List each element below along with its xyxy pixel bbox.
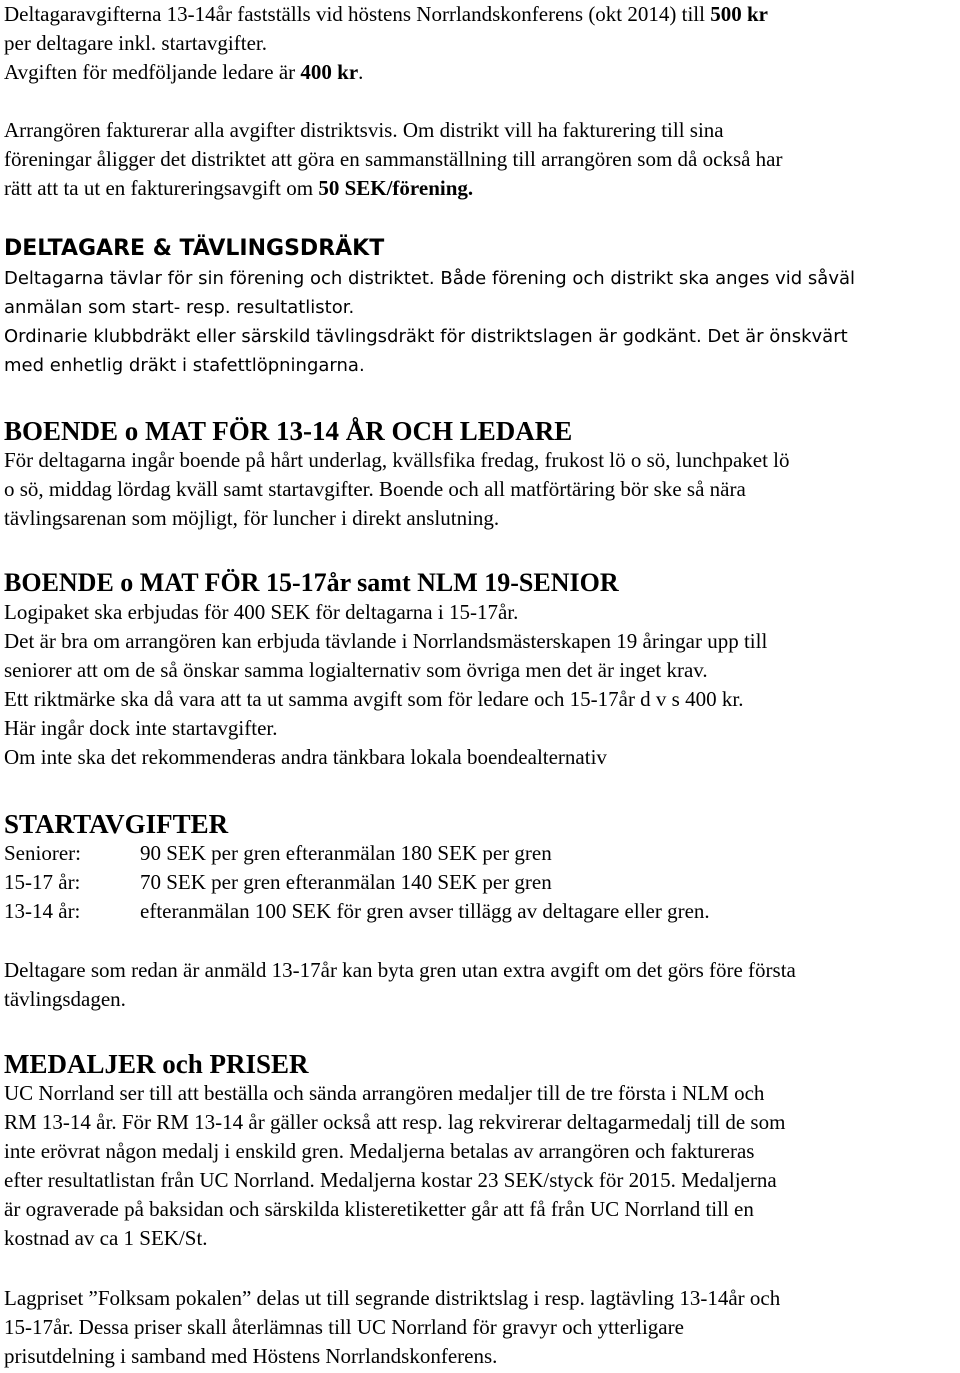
boende-1517-line-3: seniorer att om de så önskar samma logialternativ som övriga men det är inget krav. bbox=[4, 658, 708, 682]
boende-1517-line-6: Om inte ska det rekommenderas andra tänkbara lokala boendealternativ bbox=[4, 745, 607, 769]
intro-section bbox=[4, 0, 768, 87]
fee-label: Seniorer: bbox=[4, 841, 81, 865]
startavgifter-section bbox=[4, 809, 710, 926]
deltagare-line-3: Ordinarie klubbdräkt eller särskild tävlingsdräkt för distriktslagen är godkänt. Det är önskvärt bbox=[4, 326, 848, 347]
medaljer-heading: MEDALJER och PRISER bbox=[4, 1049, 309, 1079]
medaljer-line-5: är ograverade på baksidan och särskilda klisteretiketter går att få från UC Norrland till en bbox=[4, 1197, 754, 1221]
billing-section bbox=[4, 116, 783, 203]
boende-1314-line-2: o sö, middag lördag kväll samt startavgifter. Boende och all matförtäring bör ske så nära bbox=[4, 477, 746, 501]
boende-1517-line-5: Här ingår dock inte startavgifter. bbox=[4, 716, 278, 740]
fee-value: efteranmälan 100 SEK för gren avser tillägg av deltagare eller gren. bbox=[140, 899, 710, 923]
deltagare-heading: DELTAGARE & TÄVLINGSDRÄKT bbox=[4, 236, 385, 261]
startavgifter-heading: STARTAVGIFTER bbox=[4, 809, 229, 839]
boende-1517-section bbox=[4, 568, 767, 772]
billing-fee: 50 SEK/förening. bbox=[318, 176, 474, 200]
fee-value: 70 SEK per gren efteranmälan 140 SEK per gren bbox=[140, 870, 552, 894]
intro-line-3: Avgiften för medföljande ledare är 400 kr. bbox=[4, 60, 364, 84]
leader-fee: 400 kr bbox=[300, 60, 359, 84]
deltagare-line-1: Deltagarna tävlar för sin förening och distriktet. Både förening och distrikt ska anges vid såväl bbox=[4, 268, 856, 289]
medaljer-section bbox=[4, 1049, 785, 1253]
participant-fee: 500 kr bbox=[710, 2, 768, 26]
boende-1314-section bbox=[4, 416, 790, 533]
boende-1314-heading: BOENDE o MAT FÖR 13-14 ÅR OCH LEDARE bbox=[4, 416, 573, 446]
boende-1517-heading: BOENDE o MAT FÖR 15-17år samt NLM 19-SENIOR bbox=[4, 568, 619, 597]
medaljer-line-4: efter resultatlistan från UC Norrland. Medaljerna kostar 23 SEK/styck för 2015. Medaljerna bbox=[4, 1168, 777, 1192]
deltagare-line-4: med enhetlig dräkt i stafettlöpningarna. bbox=[4, 355, 365, 376]
boende-1517-line-2: Det är bra om arrangören kan erbjuda tävlande i Norrlandsmästerskapen 19 åringar upp till bbox=[4, 629, 768, 653]
intro-line-2: per deltagare inkl. startavgifter. bbox=[4, 31, 267, 55]
boende-1314-line-1: För deltagarna ingår boende på hårt underlag, kvällsfika fredag, frukost lö o sö, lunchpaket lö bbox=[4, 448, 790, 472]
fee-label: 13-14 år: bbox=[4, 899, 81, 923]
intro-line-1: Deltagaravgifterna 13-14år fastställs vid höstens Norrlandskonferens (okt 2014) till 500 kr bbox=[4, 2, 768, 26]
startavgifter-note-line-1: Deltagare som redan är anmäld 13-17år kan byta gren utan extra avgift om det görs före första bbox=[4, 958, 796, 982]
deltagare-line-2: anmälan som start- resp. resultatlistor. bbox=[4, 297, 355, 318]
fee-row-seniorer bbox=[4, 839, 710, 868]
startavgifter-note bbox=[4, 956, 796, 1014]
lagpris-section bbox=[4, 1284, 780, 1371]
billing-line-2: föreningar åligger det distriktet att göra en sammanställning till arrangören som då också har bbox=[4, 147, 783, 171]
boende-1517-line-4: Ett riktmärke ska då vara att ta ut samma avgift som för ledare och 15-17år d v s 400 kr. bbox=[4, 687, 744, 711]
fee-label: 15-17 år: bbox=[4, 870, 81, 894]
medaljer-line-2: RM 13-14 år. För RM 13-14 år gäller också att resp. lag rekvirerar deltagarmedalj till de som bbox=[4, 1110, 786, 1134]
fee-value: 90 SEK per gren efteranmälan 180 SEK per gren bbox=[140, 841, 552, 865]
startavgifter-note-line-2: tävlingsdagen. bbox=[4, 987, 126, 1011]
boende-1314-line-3: tävlingsarenan som möjligt, för luncher i direkt anslutning. bbox=[4, 506, 500, 530]
lagpris-line-3: prisutdelning i samband med Höstens Norrlandskonferens. bbox=[4, 1344, 498, 1368]
boende-1517-line-1: Logipaket ska erbjudas för 400 SEK för deltagarna i 15-17år. bbox=[4, 600, 519, 624]
lagpris-line-2: 15-17år. Dessa priser skall återlämnas till UC Norrland för gravyr och ytterligare bbox=[4, 1315, 684, 1339]
medaljer-line-3: inte erövrat någon medalj i enskild gren. Medaljerna betalas av arrangören och faktureras bbox=[4, 1139, 755, 1163]
billing-line-3: rätt att ta ut en faktureringsavgift om 50 SEK/förening. bbox=[4, 176, 474, 200]
deltagare-section bbox=[4, 234, 855, 380]
fee-row-15-17 bbox=[4, 868, 710, 897]
medaljer-line-6: kostnad av ca 1 SEK/St. bbox=[4, 1226, 208, 1250]
billing-line-1: Arrangören fakturerar alla avgifter distriktsvis. Om distrikt vill ha fakturering till sina bbox=[4, 118, 724, 142]
medaljer-line-1: UC Norrland ser till att beställa och sända arrangören medaljer till de tre första i NLM och bbox=[4, 1081, 765, 1105]
lagpris-line-1: Lagpriset ”Folksam pokalen” delas ut till segrande distriktslag i resp. lagtävling 13-14år och bbox=[4, 1286, 781, 1310]
fee-row-13-14 bbox=[4, 897, 710, 926]
